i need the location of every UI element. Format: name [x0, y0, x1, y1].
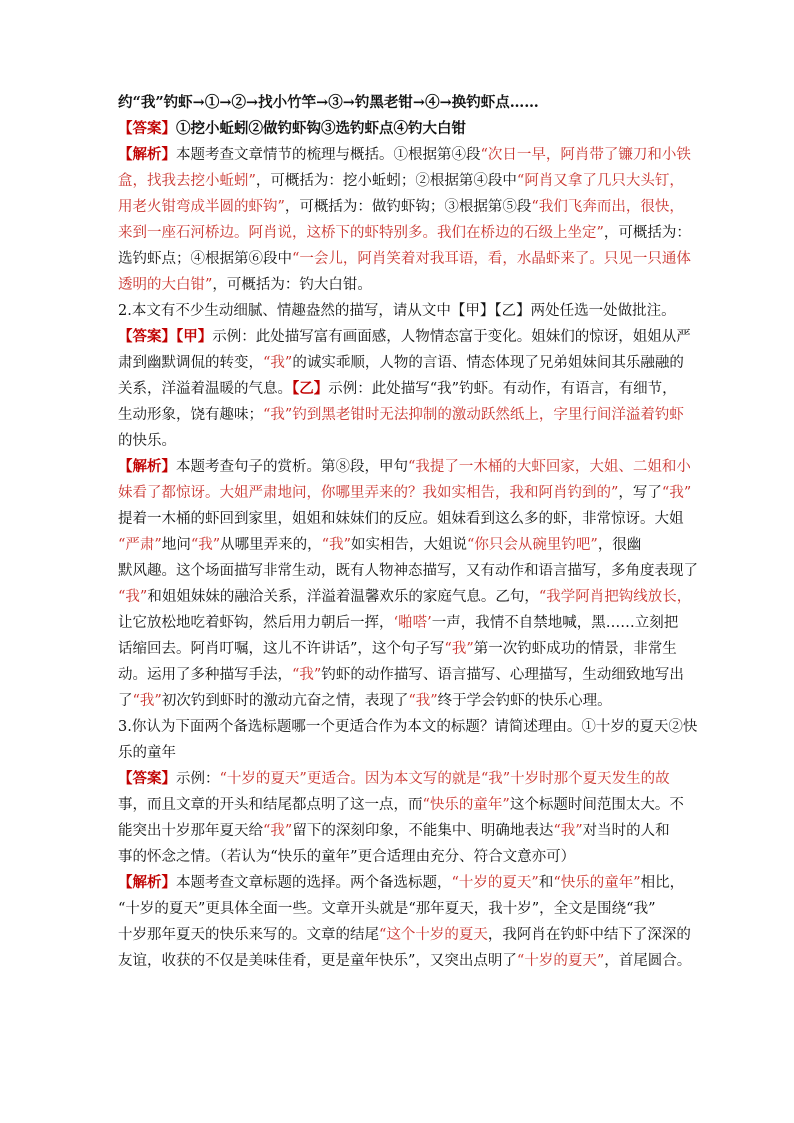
text-span: “我”	[553, 823, 583, 839]
text-span: “次日一早，阿肖带了镰刀和小铁	[480, 147, 691, 163]
text-span: 本题考查文章标题的选择。两个备选标题，	[176, 875, 452, 891]
text-span: “我”	[118, 589, 148, 605]
text-span: 用老火钳弯成半圆的虾钩”	[118, 199, 285, 215]
text-span: “我学阿肖把钩线放长，	[538, 589, 692, 605]
text-span: ，可概括为：挖小蚯蚓；②根据第④段中	[255, 173, 517, 189]
document-page	[118, 90, 698, 974]
text-span: 生动形象，饶有趣味；	[118, 407, 263, 423]
text-span: ，又突出点明了	[415, 953, 517, 969]
section-tag: 【乙】	[292, 380, 329, 397]
text-span: 示例：此处描写“我”钓虾。有动作，有语言，有细节，	[328, 381, 677, 397]
text-span: 钓虾的动作描写、语言描写、心理描写，生动细致地写出	[321, 667, 684, 683]
section-tag: 【答案】【甲】	[118, 328, 213, 345]
text-span: ，写了	[618, 485, 662, 501]
text-span: “十岁的夏天”	[118, 901, 206, 917]
text-line	[118, 428, 678, 454]
text-line	[118, 506, 684, 532]
text-span: 本题考查文章情节的梳理与概括。①根据第④段	[176, 147, 481, 163]
text-line	[118, 220, 691, 246]
text-span: 能突出十岁那年夏天给	[118, 823, 263, 839]
text-span: 和	[538, 875, 554, 891]
text-span: 对当时的人和	[582, 823, 670, 839]
text-span: 友谊，收获的不仅是美味佳肴，更是童年快乐”	[118, 953, 416, 969]
text-span: 本题考查句子的赏析。第⑧段，甲句	[176, 459, 408, 475]
text-line	[118, 688, 678, 714]
text-span: “快乐的童年”	[270, 849, 358, 865]
text-line	[118, 870, 685, 896]
text-span: 一声，我情不自禁地喊，黑……立刻把	[431, 615, 679, 631]
text-line	[118, 246, 691, 272]
text-span: 动。运用了多种描写手法，	[118, 667, 292, 683]
text-span: ，可概括为：钓大白钳。	[212, 277, 372, 293]
text-span: “十岁的夏天”	[451, 875, 539, 891]
text-span: “我”	[661, 485, 692, 501]
text-line	[118, 766, 678, 792]
text-line	[118, 792, 684, 818]
text-span: “我们飞奔而出，很快，	[531, 199, 684, 215]
text-span: 肃到幽默调侃的转变，	[118, 355, 263, 371]
section-tag: 【答案】	[118, 120, 176, 137]
text-span: ，可概括为：做钓虾钩；③根据第⑤段	[284, 199, 532, 215]
text-span: 选钓虾点；④根据第⑥段中	[118, 251, 292, 267]
text-span: ，我阿肖在钓虾中结下了深深的	[487, 927, 691, 943]
section-tag: 【解析】	[118, 458, 176, 475]
text-span: “我”	[263, 355, 293, 371]
text-span: 第一次钓虾成功的情景，非常生	[473, 641, 677, 657]
text-span: 更合适理由充分、符合文意亦可）	[357, 849, 576, 865]
text-span: “我”	[292, 667, 322, 683]
text-line	[118, 376, 678, 402]
text-span: 事的怀念之情。（若认为	[118, 849, 271, 865]
text-span: 约“我”钓虾→①→②→找小竹竿→③→钓黑老钳→④→换钓虾点……	[118, 94, 539, 111]
text-span: “一会儿，阿肖笑着对我耳语，看，水晶虾来了。只见一只通体	[292, 251, 691, 267]
text-line	[118, 896, 678, 922]
text-span: ，很幽	[597, 537, 642, 553]
text-line	[118, 584, 692, 610]
text-span: 留下的深刻印象，不能集中、明确地表达	[292, 823, 554, 839]
text-span: “快乐的童年”	[553, 875, 641, 891]
text-span: 让它放松地吃着虾钩，然后用力朝后一挥，	[118, 615, 394, 631]
text-line	[118, 740, 678, 766]
text-line	[118, 922, 691, 948]
text-line	[118, 662, 684, 688]
section-tag: 【解析】	[118, 874, 176, 891]
text-span: 乐的童年	[118, 745, 176, 761]
text-line	[118, 610, 678, 636]
text-span: 相比，	[640, 875, 685, 891]
text-span: “严肃”	[118, 537, 162, 553]
text-line	[118, 558, 698, 584]
text-span: 3.你认为下面两个备选标题哪一个更适合作为本文的标题？请简述理由。①十岁的夏天②快	[118, 719, 698, 735]
text-span: “那年夏天，我十岁”	[408, 901, 540, 917]
text-span: 的诚实乖顺，人物的言语、情态体现了兄弟姐妹间其乐融融的	[292, 355, 684, 371]
text-line	[118, 90, 678, 116]
text-span: 地问	[161, 537, 191, 553]
text-line	[118, 168, 684, 194]
text-span: 和姐姐妹妹的融洽关系，洋溢着温馨欢乐的家庭气息。乙句，	[147, 589, 539, 605]
text-span: ①挖小蚯蚓②做钓虾钩③选钓虾点④钓大白钳	[176, 120, 466, 137]
text-line	[118, 116, 678, 142]
text-line	[118, 402, 684, 428]
text-span: 来到一座石河桥边。阿肖说，这桥下的虾特别多。我们在桥边的石级上坐定”	[118, 225, 604, 241]
text-span: 提着一木桶的虾回到家里，姐姐和妹妹们的反应。姐妹看到这么多的虾，非常惊讶。大姐	[118, 511, 684, 527]
text-span: “十岁的夏天”更适合。因为本文写的就是“我”十岁时那个夏天发生的故	[219, 771, 670, 787]
text-span: 妹看了都惊讶。大姐严肃地问，你哪里弄来的？我如实相告，我和阿肖钓到的”	[118, 485, 619, 501]
text-span: ，首尾圆合。	[604, 953, 692, 969]
text-line	[118, 194, 684, 220]
text-line	[118, 636, 678, 662]
text-span: 示例：此处描写富有画面感，人物情态富于变化。姐妹们的惊讶，姐姐从严	[212, 329, 691, 345]
text-line	[118, 844, 678, 870]
text-span: “我”	[190, 537, 221, 553]
text-line	[118, 142, 691, 168]
text-line	[118, 298, 678, 324]
text-span: 十岁那年夏天的快乐来写的。文章的结尾	[118, 927, 379, 943]
text-span: “你只会从碗里钓吧”	[466, 537, 598, 553]
text-line	[118, 714, 698, 740]
text-span: 关系，洋溢着温暖的气息。	[118, 381, 292, 397]
text-span: 话缩回去。阿肖叮嘱，这儿不许讲话”	[118, 641, 358, 657]
text-span: “这个十岁的夏天	[379, 927, 488, 943]
text-span: 这个标题时间范围太大。不	[509, 797, 684, 813]
text-span: 初次钓到虾时的激动亢奋之情，表现了	[161, 693, 409, 709]
text-line	[118, 818, 678, 844]
text-span: 2.本文有不少生动细腻、情趣盎然的描写，请从文中【甲】【乙】两处任选一处做批注。	[118, 303, 676, 319]
text-span: 示例：	[176, 771, 220, 787]
text-line	[118, 948, 692, 974]
text-span: “我”	[408, 693, 438, 709]
text-span: ，可概括为：	[603, 225, 691, 241]
text-span: “我”	[263, 823, 293, 839]
text-span: 从哪里弄来的，	[220, 537, 322, 553]
text-span: “阿肖又拿了几只大头钉，	[516, 173, 684, 189]
text-span: ，这个句子写	[357, 641, 445, 657]
text-span: “我”	[444, 641, 474, 657]
text-span: 的快乐。	[118, 433, 176, 449]
section-tag: 【答案】	[118, 770, 176, 787]
text-span: “我”	[321, 537, 351, 553]
text-line	[118, 532, 678, 558]
text-line	[118, 272, 678, 298]
text-line	[118, 350, 684, 376]
text-span: “我”	[132, 693, 162, 709]
section-tag: 【解析】	[118, 146, 176, 163]
text-line	[118, 324, 691, 350]
text-span: 终于学会钓虾的快乐心理。	[437, 693, 612, 709]
text-span: “我”	[626, 901, 656, 917]
text-span: 盒，找我去挖小蚯蚓”	[118, 173, 256, 189]
text-span: ‘啪嗒’	[393, 615, 432, 631]
text-span: 默风趣。这个场面描写非常生动，既有人物神态描写，又有动作和语言描写，多角度表现了	[118, 563, 698, 579]
text-span: 更具体全面一些。文章开头就是	[205, 901, 409, 917]
text-span: 了	[118, 693, 133, 709]
text-span: “十岁的夏天”	[516, 953, 605, 969]
text-span: 如实相告，大姐说	[350, 537, 467, 553]
text-line	[118, 454, 691, 480]
text-span: ，全文是围绕	[539, 901, 627, 917]
text-span: 透明的大白钳”	[118, 277, 213, 293]
text-span: “我提了一木桶的大虾回家，大姐、二姐和小	[408, 459, 691, 475]
text-span: “快乐的童年”	[422, 797, 510, 813]
text-span: 事，而且文章的开头和结尾都点明了这一点，而	[118, 797, 423, 813]
text-line	[118, 480, 692, 506]
text-span: “我”钓到黑老钳时无法抑制的激动跃然纸上，字里行间洋溢着钓虾	[263, 407, 684, 423]
